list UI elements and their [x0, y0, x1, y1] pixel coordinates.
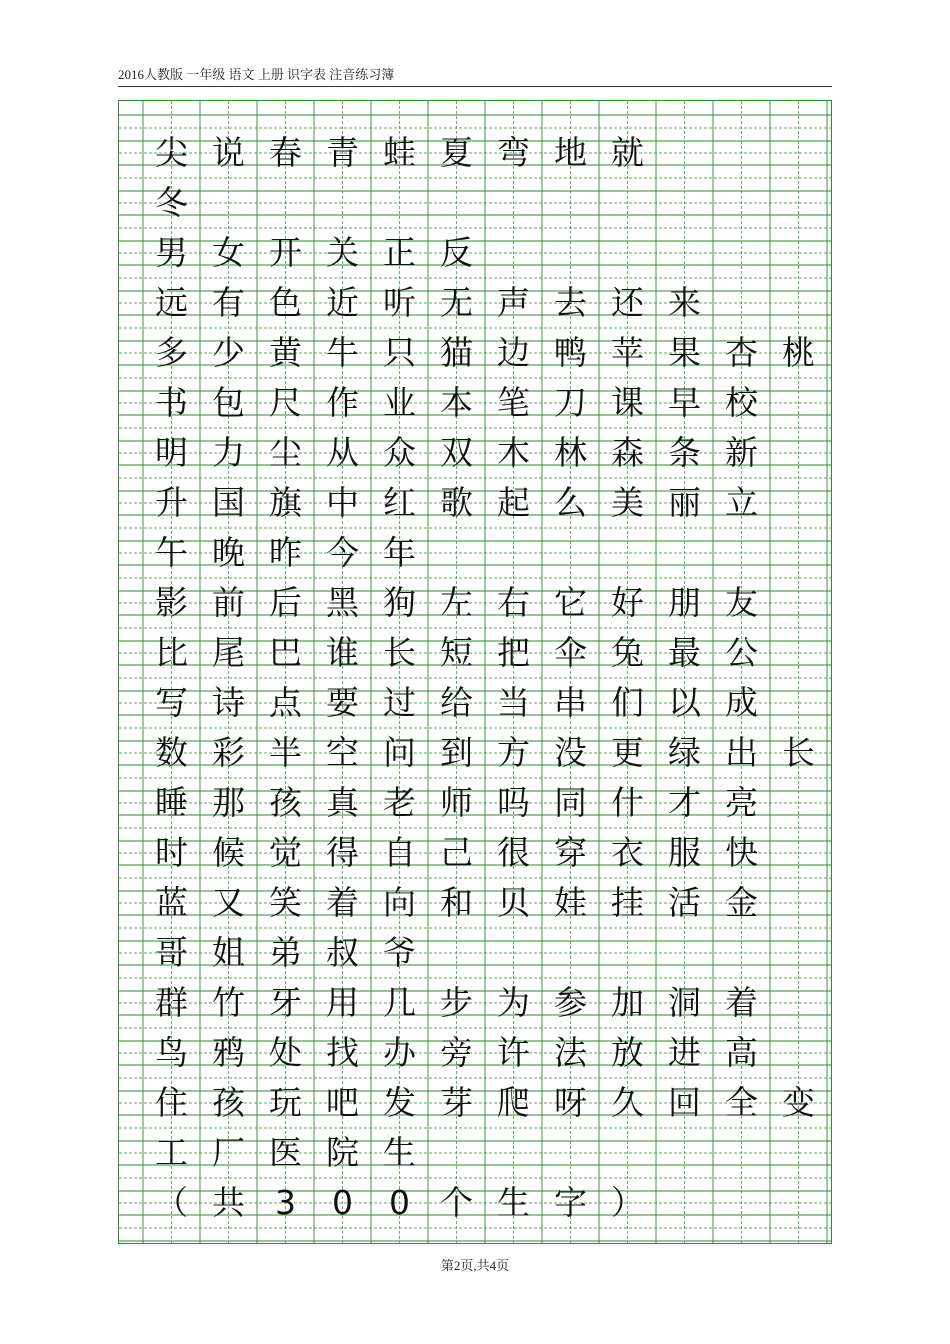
character-cell: 办: [383, 1033, 416, 1072]
character-cell: 听: [383, 283, 416, 322]
character-cell: 兔: [611, 633, 644, 672]
character-cell: 贝: [497, 883, 530, 922]
character-cell: 时: [155, 833, 188, 872]
character-cell: 午: [155, 533, 188, 572]
character-row: [119, 828, 833, 878]
character-cell: 厂: [212, 1133, 245, 1172]
character-cell: （: [155, 1183, 188, 1222]
character-cell: 处: [269, 1033, 302, 1072]
character-cell: 高: [725, 1033, 758, 1072]
character-cell: 姐: [212, 933, 245, 972]
character-cell: 芽: [440, 1083, 473, 1122]
character-row: [119, 528, 833, 578]
character-cell: 得: [326, 833, 359, 872]
character-cell: 用: [326, 983, 359, 1022]
character-cell: 成: [725, 683, 758, 722]
character-row: [119, 578, 833, 628]
character-cell: 校: [725, 383, 758, 422]
character-row: [119, 1128, 833, 1178]
character-cell: 刀: [554, 383, 587, 422]
character-row: [119, 428, 833, 478]
character-row: [119, 878, 833, 928]
character-cell: 空: [326, 733, 359, 772]
character-cell: 很: [497, 833, 530, 872]
character-cell: 春: [269, 133, 302, 172]
character-cell: 个: [440, 1183, 473, 1222]
character-cell: 少: [212, 333, 245, 372]
character-cell: 旁: [440, 1033, 473, 1072]
character-cell: 法: [554, 1033, 587, 1072]
character-cell: 尺: [269, 383, 302, 422]
character-cell: 伞: [554, 633, 587, 672]
character-cell: 3: [275, 1183, 296, 1222]
character-cell: 边: [497, 333, 530, 372]
character-cell: 住: [155, 1083, 188, 1122]
character-cell: 鸭: [554, 333, 587, 372]
character-cell: 方: [497, 733, 530, 772]
character-cell: 长: [782, 733, 815, 772]
character-cell: 生: [383, 1133, 416, 1172]
character-cell: 果: [668, 333, 701, 372]
character-row: [119, 678, 833, 728]
character-cell: 力: [212, 433, 245, 472]
character-cell: 同: [554, 783, 587, 822]
character-cell: 竹: [212, 983, 245, 1022]
character-cell: 夏: [440, 133, 473, 172]
character-cell: 友: [725, 583, 758, 622]
character-cell: 国: [212, 483, 245, 522]
character-cell: 影: [155, 583, 188, 622]
character-cell: 左: [440, 583, 473, 622]
character-cell: 候: [212, 833, 245, 872]
character-cell: 包: [212, 383, 245, 422]
character-cell: 歌: [440, 483, 473, 522]
character-cell: 尘: [269, 433, 302, 472]
character-cell: 书: [155, 383, 188, 422]
character-cell: 进: [668, 1033, 701, 1072]
character-cell: 只: [383, 333, 416, 372]
character-cell: 色: [269, 283, 302, 322]
character-cell: 黄: [269, 333, 302, 372]
character-cell: 老: [383, 783, 416, 822]
character-cell: 女: [212, 233, 245, 272]
character-cell: 几: [383, 983, 416, 1022]
character-cell: 中: [326, 483, 359, 522]
character-cell: 活: [668, 883, 701, 922]
character-cell: 为: [497, 983, 530, 1022]
character-cell: 青: [326, 133, 359, 172]
character-cell: 比: [155, 633, 188, 672]
character-cell: 蛙: [383, 133, 416, 172]
character-cell: 弟: [269, 933, 302, 972]
character-cell: 桃: [782, 333, 815, 372]
character-cell: 半: [269, 733, 302, 772]
character-cell: 真: [326, 783, 359, 822]
character-cell: 爷: [383, 933, 416, 972]
character-cell: 加: [611, 983, 644, 1022]
character-cell: 后: [269, 583, 302, 622]
character-cell: 黑: [326, 583, 359, 622]
character-cell: 服: [668, 833, 701, 872]
character-cell: 数: [155, 733, 188, 772]
character-cell: 鸦: [212, 1033, 245, 1072]
character-cell: 森: [611, 433, 644, 472]
character-cell: 今: [326, 533, 359, 572]
character-cell: 多: [155, 333, 188, 372]
character-cell: 什: [611, 783, 644, 822]
character-cell: 笑: [269, 883, 302, 922]
character-cell: 昨: [269, 533, 302, 572]
character-cell: 向: [383, 883, 416, 922]
character-cell: 前: [212, 583, 245, 622]
character-cell: 爬: [497, 1083, 530, 1122]
character-cell: 业: [383, 383, 416, 422]
character-row: [119, 728, 833, 778]
character-cell: 过: [383, 683, 416, 722]
character-cell: 近: [326, 283, 359, 322]
character-cell: 双: [440, 433, 473, 472]
character-cell: 到: [440, 733, 473, 772]
character-cell: 地: [554, 133, 587, 172]
character-cell: 0: [332, 1183, 353, 1222]
character-cell: 公: [725, 633, 758, 672]
character-cell: 远: [155, 283, 188, 322]
character-cell: 没: [554, 733, 587, 772]
character-cell: 巴: [269, 633, 302, 672]
character-cell: 睡: [155, 783, 188, 822]
character-cell: 0: [389, 1183, 410, 1222]
character-row: [119, 278, 833, 328]
character-cell: 孩: [212, 1083, 245, 1122]
character-cell: 冬: [155, 183, 188, 222]
character-cell: 金: [725, 883, 758, 922]
character-cell: 笔: [497, 383, 530, 422]
character-cell: 串: [554, 683, 587, 722]
character-cell: 它: [554, 583, 587, 622]
character-cell: 丽: [668, 483, 701, 522]
character-cell: 升: [155, 483, 188, 522]
character-cell: 叔: [326, 933, 359, 972]
character-cell: 尖: [155, 133, 188, 172]
character-row: [119, 778, 833, 828]
character-cell: 么: [554, 483, 587, 522]
character-cell: 男: [155, 233, 188, 272]
character-cell: 牙: [269, 983, 302, 1022]
character-cell: 立: [725, 483, 758, 522]
character-cell: 说: [212, 133, 245, 172]
character-cell: ）: [611, 1183, 644, 1222]
character-cell: 从: [326, 433, 359, 472]
character-cell: 又: [212, 883, 245, 922]
character-cell: 医: [269, 1133, 302, 1172]
character-cell: 吧: [326, 1083, 359, 1122]
character-cell: 着: [326, 883, 359, 922]
character-cell: 和: [440, 883, 473, 922]
character-row: [119, 128, 833, 178]
character-cell: 猫: [440, 333, 473, 372]
character-cell: 出: [725, 733, 758, 772]
character-cell: 娃: [554, 883, 587, 922]
character-cell: 久: [611, 1083, 644, 1122]
character-cell: 衣: [611, 833, 644, 872]
character-cell: 自: [383, 833, 416, 872]
character-cell: 声: [497, 283, 530, 322]
character-cell: 绿: [668, 733, 701, 772]
character-cell: 全: [725, 1083, 758, 1122]
character-cell: 群: [155, 983, 188, 1022]
character-cell: 旗: [269, 483, 302, 522]
character-cell: 才: [668, 783, 701, 822]
character-cell: 牛: [326, 333, 359, 372]
character-cell: 当: [497, 683, 530, 722]
character-cell: 给: [440, 683, 473, 722]
character-cell: 己: [440, 833, 473, 872]
character-cell: 还: [611, 283, 644, 322]
character-cell: 弯: [497, 133, 530, 172]
character-cell: 谁: [326, 633, 359, 672]
character-row: [119, 378, 833, 428]
character-cell: 要: [326, 683, 359, 722]
character-cell: 师: [440, 783, 473, 822]
character-cell: 右: [497, 583, 530, 622]
character-cell: 挂: [611, 883, 644, 922]
character-cell: 晚: [212, 533, 245, 572]
character-cell: 回: [668, 1083, 701, 1122]
character-cell: 着: [725, 983, 758, 1022]
character-cell: 快: [725, 833, 758, 872]
character-cell: 朋: [668, 583, 701, 622]
character-cell: 本: [440, 383, 473, 422]
character-cell: 彩: [212, 733, 245, 772]
character-cell: 更: [611, 733, 644, 772]
character-cell: 好: [611, 583, 644, 622]
character-cell: 写: [155, 683, 188, 722]
character-cell: 鸟: [155, 1033, 188, 1072]
character-cell: 狗: [383, 583, 416, 622]
character-cell: 尾: [212, 633, 245, 672]
character-row: [119, 628, 833, 678]
page-header: 2016人教版 一年级 语文 上册 识字表 注音练习簿: [118, 64, 832, 87]
character-practice-grid: [118, 100, 832, 1244]
character-cell: 去: [554, 283, 587, 322]
character-cell: 穿: [554, 833, 587, 872]
character-row: [119, 178, 833, 228]
character-cell: 反: [440, 233, 473, 272]
character-cell: 林: [554, 433, 587, 472]
character-cell: 木: [497, 433, 530, 472]
character-cell: 蓝: [155, 883, 188, 922]
character-cell: 觉: [269, 833, 302, 872]
character-cell: 找: [326, 1033, 359, 1072]
character-cell: 明: [155, 433, 188, 472]
character-cell: 工: [155, 1133, 188, 1172]
character-cell: 参: [554, 983, 587, 1022]
character-cell: 课: [611, 383, 644, 422]
character-row: [119, 1028, 833, 1078]
character-cell: 新: [725, 433, 758, 472]
character-cell: 把: [497, 633, 530, 672]
character-cell: 呀: [554, 1083, 587, 1122]
character-cell: 以: [668, 683, 701, 722]
character-cell: 最: [668, 633, 701, 672]
character-cell: 诗: [212, 683, 245, 722]
character-row: [119, 478, 833, 528]
character-cell: 问: [383, 733, 416, 772]
character-cell: 洞: [668, 983, 701, 1022]
character-cell: 关: [326, 233, 359, 272]
character-row: [119, 228, 833, 278]
character-cell: 哥: [155, 933, 188, 972]
character-cell: 点: [269, 683, 302, 722]
character-cell: 作: [326, 383, 359, 422]
character-row: [119, 928, 833, 978]
character-row: [119, 1078, 833, 1128]
character-cell: 玩: [269, 1083, 302, 1122]
character-cell: 许: [497, 1033, 530, 1072]
character-row: [119, 978, 833, 1028]
character-cell: 步: [440, 983, 473, 1022]
character-cell: 来: [668, 283, 701, 322]
character-cell: 变: [782, 1083, 815, 1122]
character-cell: 美: [611, 483, 644, 522]
character-cell: 早: [668, 383, 701, 422]
character-cell: 年: [383, 533, 416, 572]
character-cell: 众: [383, 433, 416, 472]
character-cell: 杏: [725, 333, 758, 372]
character-cell: 们: [611, 683, 644, 722]
character-cell: 短: [440, 633, 473, 672]
character-cell: 放: [611, 1033, 644, 1072]
character-cell: 生: [497, 1183, 530, 1222]
character-cell: 院: [326, 1133, 359, 1172]
character-cell: 无: [440, 283, 473, 322]
character-cell: 孩: [269, 783, 302, 822]
character-cell: 共: [212, 1183, 245, 1222]
character-cell: 红: [383, 483, 416, 522]
character-cell: 字: [554, 1183, 587, 1222]
character-cell: 正: [383, 233, 416, 272]
character-cell: 起: [497, 483, 530, 522]
character-cell: 亮: [725, 783, 758, 822]
page-footer: 第2页,共4页: [440, 1258, 510, 1273]
character-cell: 就: [611, 133, 644, 172]
character-cell: 开: [269, 233, 302, 272]
character-cell: 条: [668, 433, 701, 472]
character-row: [119, 1178, 833, 1228]
character-cell: 发: [383, 1083, 416, 1122]
character-cell: 那: [212, 783, 245, 822]
character-cell: 长: [383, 633, 416, 672]
character-cell: 吗: [497, 783, 530, 822]
character-row: [119, 328, 833, 378]
character-cell: 苹: [611, 333, 644, 372]
character-cell: 有: [212, 283, 245, 322]
